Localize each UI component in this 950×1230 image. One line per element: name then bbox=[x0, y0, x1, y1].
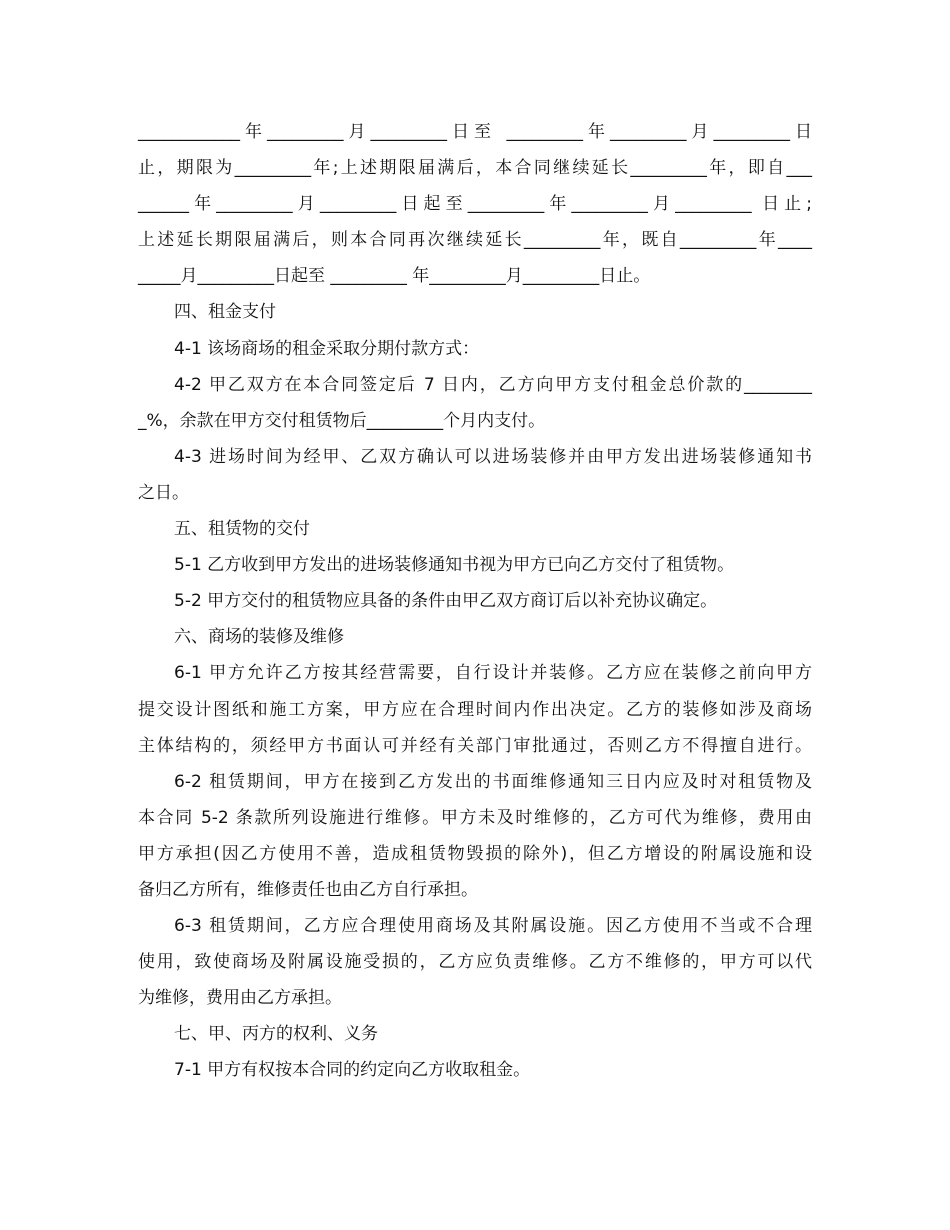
section-heading-renovation: 六、商场的装修及维修 bbox=[174, 627, 344, 648]
clause-6-3-line-2: 使用，致使商场及附属设施受损的，乙方应负责维修。乙方不维修的，甲方可以代 bbox=[138, 952, 812, 973]
clause-7-1: 7-1 甲方有权按本合同的约定向乙方收取租金。 bbox=[174, 1060, 531, 1081]
term-line-1: ____________年_________月_________日至 _________年_________月_________日 bbox=[138, 122, 812, 142]
clause-6-1-line-3: 主体结构的，须经甲方书面认可并经有关部门审批通过，否则乙方不得擅自进行。 bbox=[138, 735, 812, 756]
section-heading-delivery: 五、租赁物的交付 bbox=[174, 519, 310, 540]
clause-4-2-continued: _%，余款在甲方交付租赁物后_________个月内支付。 bbox=[138, 410, 546, 431]
term-line-5: _____月_________日起至 _________ 年_________月_________日止。 bbox=[138, 266, 651, 287]
clause-6-2-line-3: 甲方承担(因乙方使用不善，造成租赁物毁损的除外)，但乙方增设的附属设施和设 bbox=[138, 843, 812, 864]
clause-6-2: 6-2 租赁期间，甲方在接到乙方发出的书面维修通知三日内应及时对租赁物及 bbox=[174, 771, 812, 792]
term-line-3: ______年_________月_________日起至_________年_________月_________ 日止; bbox=[138, 194, 812, 215]
clause-6-1: 6-1 甲方允许乙方按其经营需要，自行设计并装修。乙方应在装修之前向甲方 bbox=[174, 663, 812, 684]
clause-4-1: 4-1 该场商场的租金采取分期付款方式： bbox=[174, 338, 480, 359]
clause-4-3-continued: 之日。 bbox=[138, 482, 189, 503]
clause-4-3: 4-3 进场时间为经甲、乙双方确认可以进场装修并由甲方发出进场装修通知书 bbox=[174, 446, 812, 467]
document-body bbox=[138, 114, 812, 1089]
clause-6-3: 6-3 租赁期间，乙方应合理使用商场及其附属设施。因乙方使用不当或不合理 bbox=[174, 916, 812, 937]
clause-6-2-line-2: 本合同 5-2 条款所列设施进行维修。甲方未及时维修的，乙方可代为维修，费用由 bbox=[138, 807, 812, 828]
term-line-2: 止，期限为_________年;上述期限届满后，本合同继续延长_________年，即自___ bbox=[138, 158, 812, 179]
clause-6-1-line-2: 提交设计图纸和施工方案，甲方应在合理时间内作出决定。乙方的装修如涉及商场 bbox=[138, 699, 812, 720]
clause-5-2: 5-2 甲方交付的租赁物应具备的条件由甲乙双方商订后以补充协议确定。 bbox=[174, 591, 718, 612]
clause-6-2-line-4: 备归乙方所有，维修责任也由乙方自行承担。 bbox=[138, 879, 478, 900]
section-heading-rent-payment: 四、租金支付 bbox=[174, 302, 276, 323]
clause-4-2: 4-2 甲乙双方在本合同签定后 7 日内，乙方向甲方支付租金总价款的________ bbox=[174, 374, 812, 395]
term-line-4: 上述延长期限届满后，则本合同再次继续延长_________年，既自_________年____ bbox=[138, 230, 812, 251]
clause-6-3-line-3: 为维修，费用由乙方承担。 bbox=[138, 988, 342, 1009]
clause-5-1: 5-1 乙方收到甲方发出的进场装修通知书视为甲方已向乙方交付了租赁物。 bbox=[174, 555, 735, 576]
section-heading-rights-obligations: 七、甲、丙方的权利、义务 bbox=[174, 1024, 378, 1045]
